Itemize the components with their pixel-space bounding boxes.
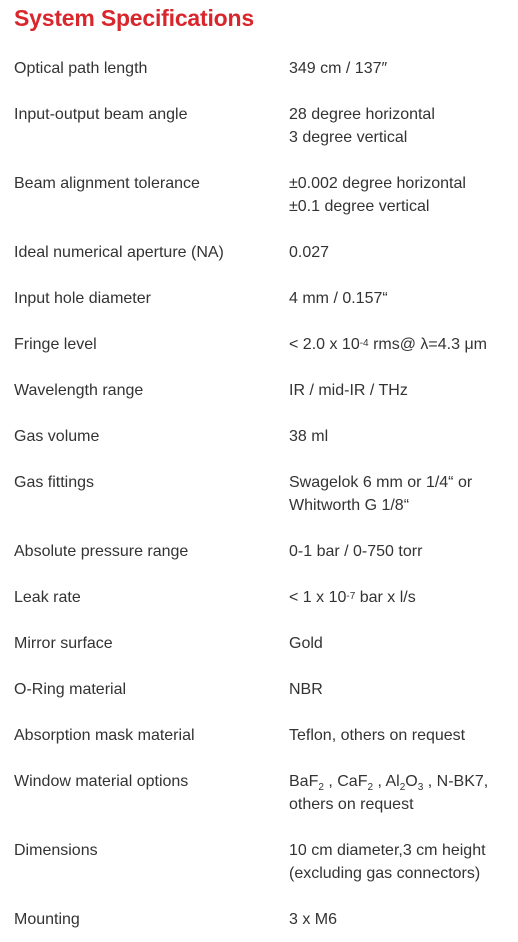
spec-row-mounting — [14, 896, 506, 942]
spec-row-pressure-range — [14, 528, 506, 574]
spec-value: 10 cm diameter,3 cm height (excluding gas connectors) — [289, 842, 486, 882]
spec-label: Absolute pressure range — [14, 543, 189, 560]
spec-row-beam-angle — [14, 91, 506, 160]
spec-value: NBR — [289, 681, 323, 698]
spec-row-optical-path-length — [14, 42, 506, 91]
spec-value: 0-1 bar / 0-750 torr — [289, 543, 423, 560]
spec-label: Fringe level — [14, 336, 97, 353]
spec-label: Wavelength range — [14, 382, 144, 399]
spec-value: ±0.002 degree horizontal ±0.1 degree vertical — [289, 175, 466, 215]
spec-row-wavelength-range — [14, 367, 506, 413]
spec-row-dimensions — [14, 827, 506, 896]
spec-row-numerical-aperture — [14, 229, 506, 275]
spec-value: Teflon, others on request — [289, 727, 466, 744]
spec-value: < 1 x $10^{-7}$ bar x l/s — [289, 589, 416, 606]
spec-row-gas-fittings — [14, 459, 506, 528]
spec-value: 28 degree horizontal 3 degree vertical — [289, 106, 435, 146]
spec-value: BaF$_2$ , CaF$_2$ , $Al_2O_3$ , N-BK7, others on request — [289, 773, 489, 813]
spec-row-mirror-surface — [14, 620, 506, 666]
spec-label: Leak rate — [14, 589, 81, 606]
spec-value: Gold — [289, 635, 323, 652]
spec-label: Input hole diameter — [14, 290, 151, 307]
spec-row-leak-rate — [14, 574, 506, 620]
spec-label: Beam alignment tolerance — [14, 175, 200, 192]
spec-value: 3 x M6 — [289, 911, 338, 928]
spec-value: 4 mm / 0.157“ — [289, 290, 388, 307]
spec-row-absorption-mask — [14, 712, 506, 758]
spec-value: IR / mid-IR / THz — [289, 382, 408, 399]
spec-label: Mounting — [14, 911, 80, 928]
spec-label: Dimensions — [14, 842, 98, 859]
spec-value: < 2.0 x $10^{-4}$ rms@ λ=4.3 μm — [289, 336, 487, 353]
spec-label: Absorption mask material — [14, 727, 195, 744]
exponent: -4 — [359, 338, 369, 349]
spec-row-window-material — [14, 758, 506, 827]
spec-row-input-hole-diameter — [14, 275, 506, 321]
page-title: System Specifications — [14, 5, 254, 31]
spec-row-gas-volume — [14, 413, 506, 459]
spec-value: Swagelok 6 mm or 1/4“ or Whitworth G 1/8“ — [289, 474, 473, 514]
spec-row-fringe-level — [14, 321, 506, 367]
spec-value: 349 cm / 137″ — [289, 60, 388, 77]
spec-label: Gas volume — [14, 428, 100, 445]
spec-value: 0.027 — [289, 244, 330, 261]
spec-label: O-Ring material — [14, 681, 127, 698]
spec-label: Window material options — [14, 773, 189, 790]
spec-label: Input-output beam angle — [14, 106, 188, 123]
spec-value: 38 ml — [289, 428, 329, 445]
spec-label: Mirror surface — [14, 635, 113, 652]
spec-label: Optical path length — [14, 60, 148, 77]
specifications-table — [14, 42, 506, 942]
spec-row-alignment-tolerance — [14, 160, 506, 229]
exponent: -7 — [346, 591, 356, 602]
spec-row-oring-material — [14, 666, 506, 712]
spec-label: Gas fittings — [14, 474, 95, 491]
spec-label: Ideal numerical aperture (NA) — [14, 244, 224, 261]
